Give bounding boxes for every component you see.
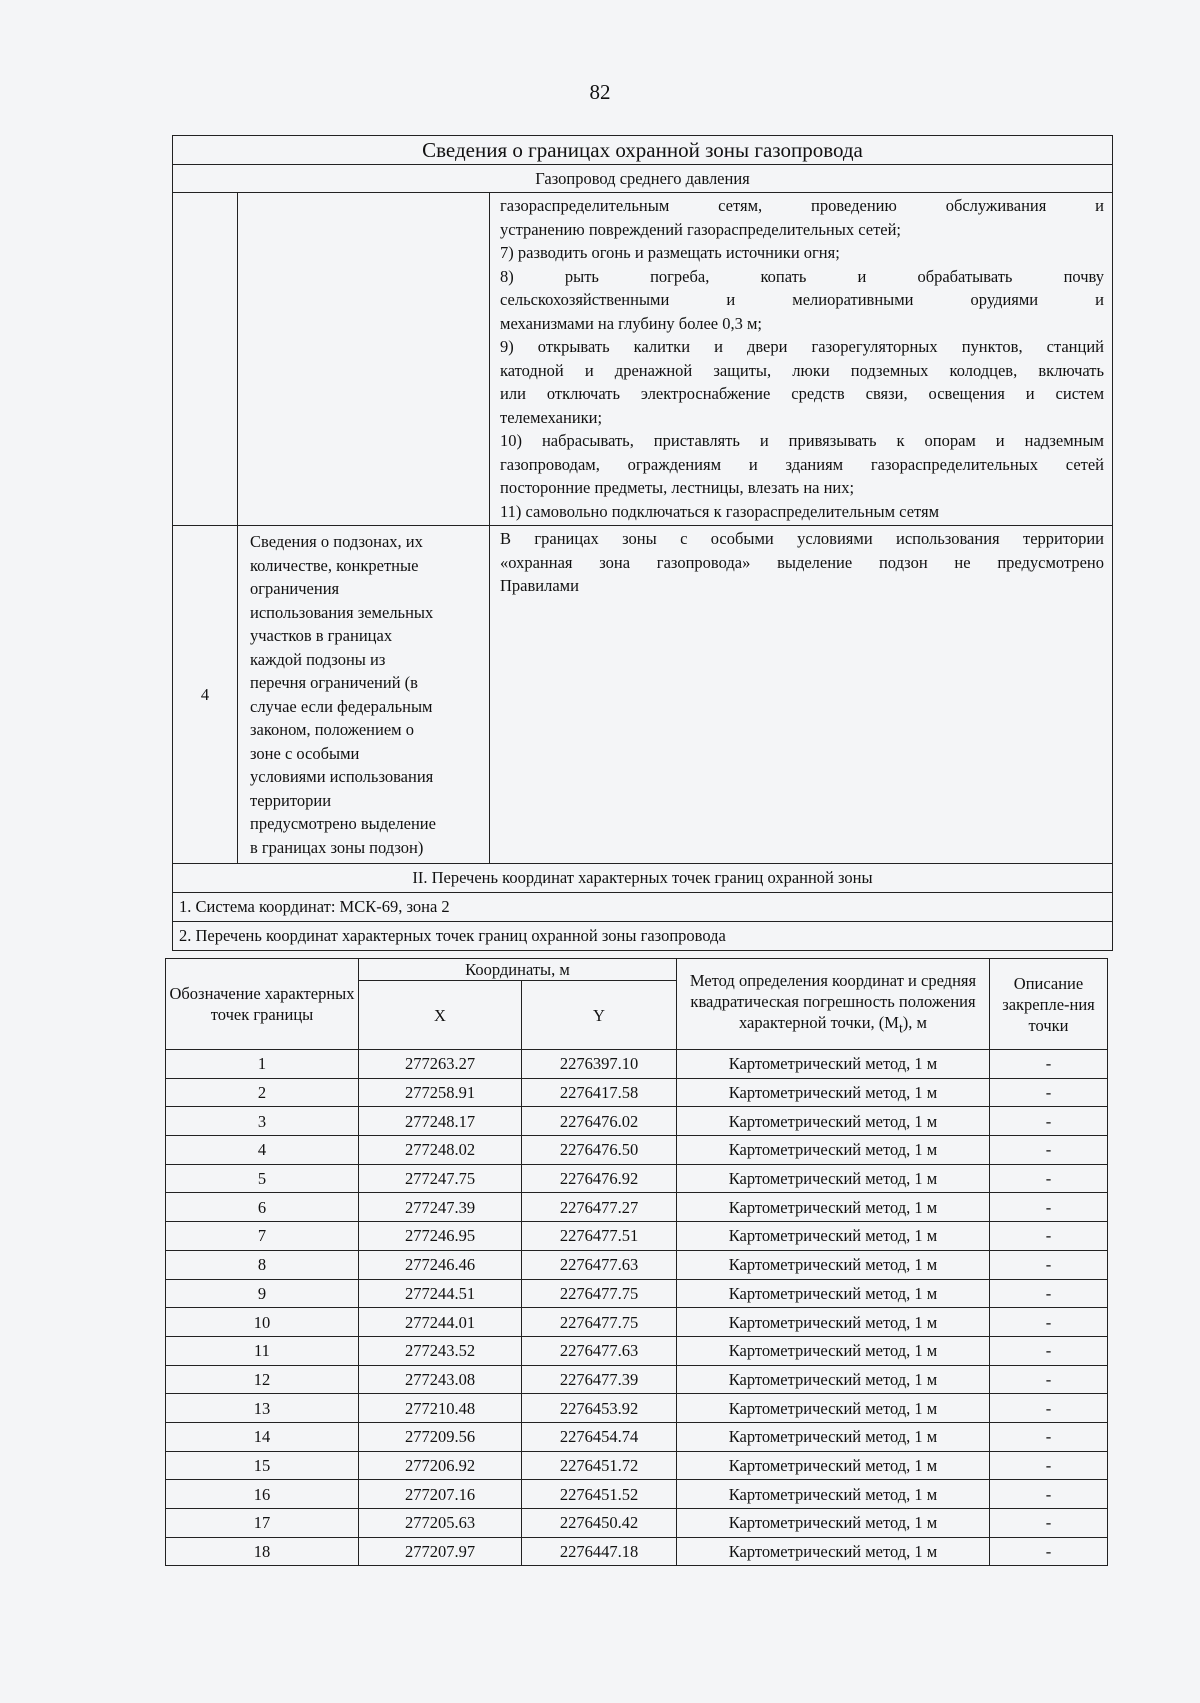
header-y: Y: [522, 981, 677, 1050]
cell-desc: -: [990, 1107, 1108, 1136]
cell-point: 12: [166, 1365, 359, 1394]
table-subtitle: Газопровод среднего давления: [173, 165, 1113, 193]
label-line: количестве, конкретные: [250, 555, 419, 575]
text-line: 10) набрасывать, приставлять и привязывать к опорам и надземным: [500, 431, 1105, 450]
cell-method: Картометрический метод, 1 м: [677, 1451, 990, 1480]
table-row: [166, 1250, 1108, 1279]
subzones-row: [173, 526, 1113, 864]
title-row: [173, 136, 1113, 165]
cell-method: Картометрический метод, 1 м: [677, 1394, 990, 1423]
cell-point: 9: [166, 1279, 359, 1308]
table-row: [166, 1136, 1108, 1165]
cell-desc: -: [990, 1050, 1108, 1079]
coord-system: 1. Система координат: МСК-69, зона 2: [173, 893, 1113, 922]
cell-x: 277207.16: [359, 1480, 522, 1509]
cell-desc: -: [990, 1193, 1108, 1222]
label-line: Сведения о подзонах, их: [250, 532, 423, 551]
subzones-value: [490, 526, 1113, 864]
cell-method: Картометрический метод, 1 м: [677, 1136, 990, 1165]
cell-method: Картометрический метод, 1 м: [677, 1279, 990, 1308]
cell-method: Картометрический метод, 1 м: [677, 1509, 990, 1538]
text-line: газораспределительным сетям, проведению обслуживания и: [500, 196, 1105, 215]
cell-point: 6: [166, 1193, 359, 1222]
continued-number-cell: [173, 193, 238, 526]
cell-point: 5: [166, 1164, 359, 1193]
cell-x: 277244.01: [359, 1308, 522, 1337]
cell-y: 2276397.10: [522, 1050, 677, 1079]
cell-point: 18: [166, 1537, 359, 1566]
cell-y: 2276476.50: [522, 1136, 677, 1165]
cell-method: Картометрический метод, 1 м: [677, 1107, 990, 1136]
cell-desc: -: [990, 1308, 1108, 1337]
label-line: случае если федеральным: [250, 696, 433, 716]
page-number: 82: [589, 80, 611, 104]
label-line: перечня ограничений (в: [250, 673, 418, 692]
cell-x: 277246.46: [359, 1250, 522, 1279]
text-line: «охранная зона газопровода» выделение подзон не предусмотрено: [500, 552, 1105, 572]
label-line: условиями использования: [250, 767, 434, 786]
cell-method: Картометрический метод, 1 м: [677, 1222, 990, 1251]
cell-y: 2276477.75: [522, 1308, 677, 1337]
row-number: 4: [173, 526, 238, 864]
coords-header-row: [166, 959, 1108, 981]
text-line: устранению повреждений газораспределительных сетей;: [500, 219, 902, 239]
continued-row: [173, 193, 1113, 526]
text-line: телемеханики;: [500, 407, 603, 427]
cell-point: 13: [166, 1394, 359, 1423]
header-desc: Описание закрепле-ния точки: [990, 959, 1108, 1050]
label-line: в границах зоны подзон): [250, 837, 424, 857]
label-line: использования земельных: [250, 602, 434, 622]
cell-y: 2276454.74: [522, 1422, 677, 1451]
table-row: [166, 1279, 1108, 1308]
cell-desc: -: [990, 1509, 1108, 1538]
label-line: предусмотрено выделение: [250, 814, 436, 833]
cell-method: Картометрический метод, 1 м: [677, 1308, 990, 1337]
cell-desc: -: [990, 1279, 1108, 1308]
cell-y: 2276477.63: [522, 1336, 677, 1365]
cell-y: 2276477.51: [522, 1222, 677, 1251]
cell-desc: -: [990, 1136, 1108, 1165]
cell-method: Картометрический метод, 1 м: [677, 1164, 990, 1193]
cell-desc: -: [990, 1164, 1108, 1193]
cell-x: 277247.75: [359, 1164, 522, 1193]
header-method-unit: ), м: [902, 1012, 927, 1032]
cell-x: 277243.08: [359, 1365, 522, 1394]
cell-x: 277209.56: [359, 1422, 522, 1451]
text-line: 11) самовольно подключаться к газораспределительным сетям: [500, 501, 940, 521]
label-line: участков в границах: [250, 626, 393, 645]
cell-point: 11: [166, 1336, 359, 1365]
cell-x: 277246.95: [359, 1222, 522, 1251]
text-line: сельскохозяйственными и мелиоративными орудиями и: [500, 290, 1105, 309]
cell-desc: -: [990, 1250, 1108, 1279]
table-row: [166, 1107, 1108, 1136]
table-row: [166, 1308, 1108, 1337]
cell-x: 277207.97: [359, 1537, 522, 1566]
zone-info-table: [172, 135, 1113, 951]
cell-y: 2276477.75: [522, 1279, 677, 1308]
cell-point: 3: [166, 1107, 359, 1136]
cell-x: 277205.63: [359, 1509, 522, 1538]
cell-point: 10: [166, 1308, 359, 1337]
cell-point: 14: [166, 1422, 359, 1451]
table-row: [166, 1222, 1108, 1251]
cell-desc: -: [990, 1336, 1108, 1365]
cell-method: Картометрический метод, 1 м: [677, 1537, 990, 1566]
cell-x: 277248.17: [359, 1107, 522, 1136]
cell-method: Картометрический метод, 1 м: [677, 1365, 990, 1394]
cell-method: Картометрический метод, 1 м: [677, 1250, 990, 1279]
table-row: [166, 1480, 1108, 1509]
cell-x: 277243.52: [359, 1336, 522, 1365]
text-line: 8) рыть погреба, копать и обрабатывать почву: [500, 266, 1105, 286]
text-line: или отключать электроснабжение средств связи, освещения и систем: [500, 384, 1105, 403]
cell-desc: -: [990, 1078, 1108, 1107]
text-line: Правилами: [500, 576, 579, 595]
header-coords: Координаты, м: [359, 959, 677, 981]
cell-y: 2276450.42: [522, 1509, 677, 1538]
cell-y: 2276477.27: [522, 1193, 677, 1222]
cell-x: 277210.48: [359, 1394, 522, 1423]
restrictions-text: [490, 193, 1113, 526]
cell-method: Картометрический метод, 1 м: [677, 1480, 990, 1509]
label-line: территории: [250, 790, 332, 810]
text-line: 7) разводить огонь и размещать источники огня;: [500, 243, 840, 262]
text-line: В границах зоны с особыми условиями использования территории: [500, 529, 1105, 548]
table-row: [166, 1078, 1108, 1107]
section2-row: [173, 864, 1113, 893]
text-line: газопроводам, ограждениям и зданиям газораспределительных сетей: [500, 454, 1105, 474]
cell-y: 2276453.92: [522, 1394, 677, 1423]
cell-y: 2276451.52: [522, 1480, 677, 1509]
coords-body: [166, 1050, 1108, 1566]
cell-method: Картометрический метод, 1 м: [677, 1422, 990, 1451]
cell-desc: -: [990, 1422, 1108, 1451]
cell-y: 2276476.02: [522, 1107, 677, 1136]
cell-point: 17: [166, 1509, 359, 1538]
cell-point: 7: [166, 1222, 359, 1251]
header-method-subscript: t: [898, 1020, 903, 1036]
table-row: [166, 1365, 1108, 1394]
label-line: каждой подзоны из: [250, 649, 386, 669]
cell-desc: -: [990, 1222, 1108, 1251]
cell-desc: -: [990, 1451, 1108, 1480]
cell-y: 2276477.39: [522, 1365, 677, 1394]
text-line: механизмами на глубину более 0,3 м;: [500, 313, 763, 333]
coord-system-row: [173, 893, 1113, 922]
continued-label-cell: [238, 193, 490, 526]
cell-y: 2276451.72: [522, 1451, 677, 1480]
cell-desc: -: [990, 1394, 1108, 1423]
label-line: законом, положением о: [250, 720, 414, 739]
subtitle-row: [173, 165, 1113, 193]
cell-point: 8: [166, 1250, 359, 1279]
header-x: X: [359, 981, 522, 1050]
header-method-text: Метод определения координат и средняя квадратическая погрешность положения характерной точки, (M: [689, 970, 977, 1032]
table-row: [166, 1193, 1108, 1222]
cell-point: 15: [166, 1451, 359, 1480]
cell-point: 1: [166, 1050, 359, 1079]
coord-list-title-row: [173, 922, 1113, 951]
table-row: [166, 1336, 1108, 1365]
text-line: катодной и дренажной защиты, люки подземных колодцев, включать: [500, 360, 1105, 380]
cell-point: 4: [166, 1136, 359, 1165]
cell-x: 277248.02: [359, 1136, 522, 1165]
text-line: посторонние предметы, лестницы, влезать на них;: [500, 478, 855, 497]
table-row: [166, 1537, 1108, 1566]
label-line: зоне с особыми: [250, 743, 360, 763]
text-line: 9) открывать калитки и двери газорегуляторных пунктов, станций: [500, 337, 1105, 356]
cell-method: Картометрический метод, 1 м: [677, 1336, 990, 1365]
table-row: [166, 1451, 1108, 1480]
header-point: Обозначение характерных точек границы: [166, 959, 359, 1050]
cell-y: 2276447.18: [522, 1537, 677, 1566]
table-title: Сведения о границах охранной зоны газопровода: [173, 136, 1113, 165]
cell-x: 277206.92: [359, 1451, 522, 1480]
label-line: ограничения: [250, 579, 340, 598]
cell-method: Картометрический метод, 1 м: [677, 1193, 990, 1222]
table-row: [166, 1509, 1108, 1538]
cell-y: 2276477.63: [522, 1250, 677, 1279]
section2-title: II. Перечень координат характерных точек границ охранной зоны: [173, 864, 1113, 893]
table-row: [166, 1394, 1108, 1423]
cell-desc: -: [990, 1537, 1108, 1566]
table-row: [166, 1422, 1108, 1451]
cell-desc: -: [990, 1365, 1108, 1394]
cell-method: Картометрический метод, 1 м: [677, 1050, 990, 1079]
cell-y: 2276417.58: [522, 1078, 677, 1107]
coordinates-table: [165, 958, 1108, 1566]
cell-y: 2276476.92: [522, 1164, 677, 1193]
cell-method: Картометрический метод, 1 м: [677, 1078, 990, 1107]
subzones-label: [238, 526, 490, 864]
cell-x: 277244.51: [359, 1279, 522, 1308]
table-row: [166, 1050, 1108, 1079]
cell-x: 277263.27: [359, 1050, 522, 1079]
cell-point: 2: [166, 1078, 359, 1107]
coord-list-title: 2. Перечень координат характерных точек границ охранной зоны газопровода: [173, 922, 1113, 951]
cell-point: 16: [166, 1480, 359, 1509]
cell-x: 277247.39: [359, 1193, 522, 1222]
header-method: [677, 959, 990, 1050]
cell-desc: -: [990, 1480, 1108, 1509]
cell-x: 277258.91: [359, 1078, 522, 1107]
table-row: [166, 1164, 1108, 1193]
